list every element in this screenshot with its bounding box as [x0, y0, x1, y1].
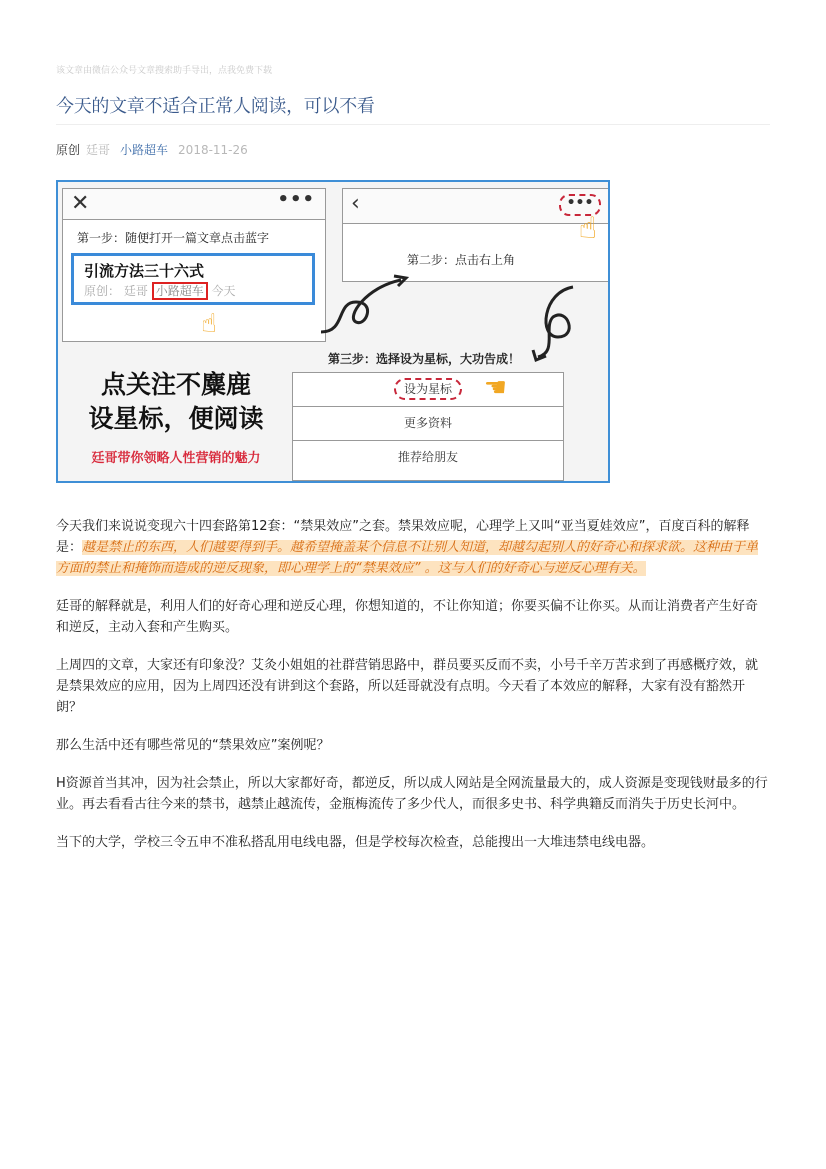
original-label: 原创 — [56, 143, 81, 157]
pointing-hand-icon: ☚ — [483, 373, 507, 403]
publish-date: 2018-11-26 — [178, 143, 248, 157]
demo-date: 今天 — [211, 284, 236, 298]
highlighted-quote: 越是禁止的东西，人们越要得到手。越希望掩盖某个信息不让别人知道，却越勾起别人的好奇心和探求欲。这种由于单方面的禁止和掩饰而造成的逆反现象，即心理学上的“禁果效应” 。这与人们的好奇心与逆反心理有关。 — [56, 540, 759, 576]
pointing-hand-icon: ☝ — [201, 309, 217, 339]
paragraph — [56, 516, 770, 579]
slogan-line1: 点关注不麋鹿 — [100, 370, 251, 399]
paragraph: 当下的大学，学校三令五申不准私搭乱用电线电器，但是学校每次检查，总能搜出一大堆违禁电线电器。 — [56, 835, 655, 850]
step3-text: 第三步：选择设为星标，大功告成！ — [328, 352, 521, 366]
close-icon: ✕ — [71, 191, 90, 216]
phone-mock-step2 — [342, 188, 610, 282]
paragraph: 廷哥的解释就是，利用人们的好奇心理和逆反心理，你想知道的，不让你知道；你要买偏不让你买。从而让消费者产生好奇和逆反，主动入套和产生购买。 — [56, 599, 759, 635]
phone-top-bar — [343, 189, 609, 224]
author-name: 廷哥 — [86, 143, 111, 157]
demo-article-box — [71, 253, 315, 305]
more-icon: ••• — [277, 189, 315, 210]
demo-author: 廷哥 — [123, 284, 148, 298]
phone-mock-step1 — [62, 188, 326, 342]
slogan-line2: 设星标，便阅读 — [88, 404, 264, 433]
demo-article-meta — [84, 282, 236, 299]
back-icon: ‹ — [351, 191, 360, 216]
menu-item-star — [293, 373, 563, 407]
account-link[interactable]: 小路超车 — [120, 143, 169, 157]
phone-top-bar — [63, 189, 325, 220]
share-menu-mock — [292, 372, 564, 481]
pointing-hand-icon: ☝ — [578, 211, 597, 246]
demo-original: 原创： — [84, 284, 121, 298]
hero-image — [56, 180, 610, 483]
article-title: 今天的文章不适合正常人阅读，可以不看 — [56, 96, 375, 117]
star-option: 设为星标 — [394, 378, 462, 400]
export-note-link[interactable]: 该文章由微信公众号文章搜索助手导出，点我免费下载 — [56, 66, 273, 76]
paragraph: 上周四的文章，大家还有印象没？艾灸小姐姐的社群营销思路中，群员要买反而不卖，小号千辛万苦求到了再感概疗效，就是禁果效应的应用，因为上周四还没有讲到这个套路，所以廷哥就没有点明。今天看了本效应的解释，大家有没有豁然开朗？ — [56, 658, 759, 715]
demo-account-highlight: 小路超车 — [152, 282, 208, 300]
slogan — [68, 368, 284, 436]
paragraph: 那么生活中还有哪些常见的“禁果效应”案例呢？ — [56, 738, 330, 753]
step1-text: 第一步：随便打开一篇文章点击蓝字 — [77, 231, 270, 245]
title-divider — [56, 124, 770, 125]
step2-text: 第二步：点击右上角 — [407, 253, 516, 267]
article-body — [56, 516, 770, 870]
subslogan: 廷哥带你领略人性营销的魅力 — [91, 451, 261, 466]
more-icon-highlighted: ••• — [559, 194, 601, 216]
curved-arrow-icon — [316, 272, 416, 342]
menu-item-share: 推荐给朋友 — [397, 450, 458, 464]
paragraph-text: 今天我们来说说变现六十四套路第12套：“禁果效应”之套。禁果效应呢，心理学上又叫“亚当夏娃效应”，百度百科的解释是： — [56, 519, 750, 555]
paragraph: H资源首当其冲，因为社会禁止，所以大家都好奇，都逆反，所以成人网站是全网流量最大的，成人资源是变现钱财最多的行业。再去看看古往今来的禁书，越禁止越流传，金瓶梅流传了多少代人，而很多史书、科学典籍反而消失于历史长河中。 — [56, 776, 768, 812]
curved-arrow-icon — [528, 282, 598, 362]
menu-item-more: 更多资料 — [293, 407, 563, 441]
article-meta — [56, 141, 248, 158]
demo-article-title: 引流方法三十六式 — [84, 262, 205, 280]
